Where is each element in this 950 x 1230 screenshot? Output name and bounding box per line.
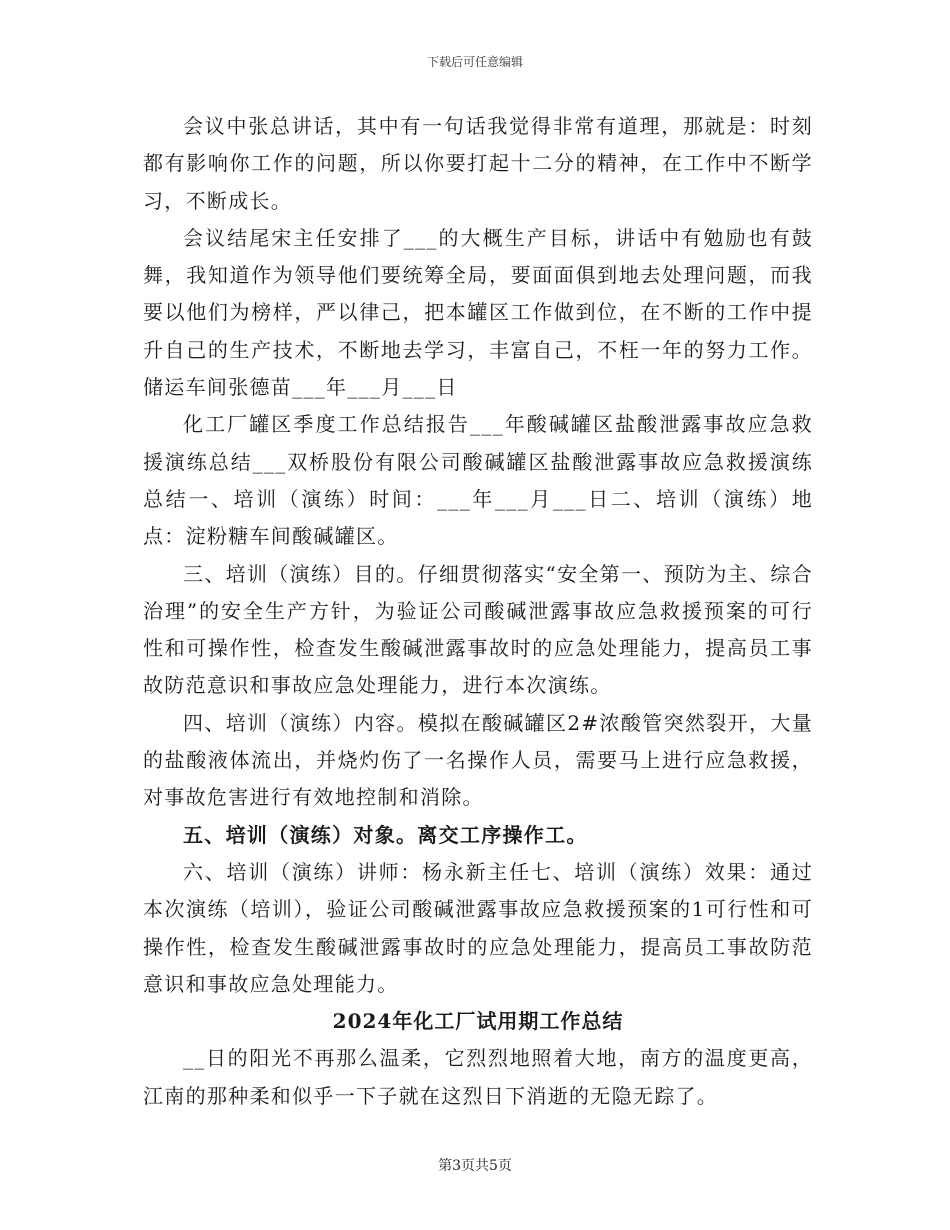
paragraph-drill-audience: 五、培训（演练）对象。离交工序操作工。 [183, 822, 588, 847]
paragraph-drill-content: 四、培训（演练）内容。模拟在酸碱罐区2#浓酸管突然裂开，大量的盐酸液体流出，并烧灼伤了一名操作人员，需要马上进行应急救援，对事故危害进行有效地控制和消除。 [143, 710, 813, 810]
section-title: 2024年化工厂试用期工作总结 [332, 1009, 624, 1034]
header-note: 下载后可任意编辑 [426, 55, 523, 69]
page-number: 第3页共5页 [438, 1158, 512, 1174]
paragraph-drill-time-location: 化工厂罐区季度工作总结报告___年酸碱罐区盐酸泄露事故应急救援演练总结___双桥股份有限公司酸碱罐区盐酸泄露事故应急救援演练总结一、培训（演练）时间：___年___月___日二、培训（演练）地点：淀粉糖车间酸碱罐区。 [143, 412, 813, 549]
paragraph-after-title: __日的阳光不再那么温柔，它烈烈地照着大地，南方的温度更高，江南的那种柔和似乎一下子就在这烈日下消逝的无隐无踪了。 [143, 1046, 813, 1108]
paragraph-meeting-closing: 会议结尾宋主任安排了___的大概生产目标，讲话中有勉励也有鼓舞，我知道作为领导他们要统筹全局，要面面俱到地去处理问题，而我要以他们为榜样，严以律己，把本罐区工作做到位，在不断的工作中提升自己的生产技术，不断地去学习，丰富自己，不枉一年的努力工作。储运车间张德苗___年___月___日 [143, 225, 813, 400]
paragraph-drill-purpose: 三、培训（演练）目的。仔细贯彻落实“安全第一、预防为主、综合治理”的安全生产方针，为验证公司酸碱泄露事故应急救援预案的可行性和可操作性，检查发生酸碱泄露事故时的应急处理能力，提高员工事故防范意识和事故应急处理能力，进行本次演练。 [143, 561, 813, 698]
paragraph-drill-effect: 六、培训（演练）讲师：杨永新主任七、培训（演练）效果：通过本次演练（培训），验证公司酸碱泄露事故应急救援预案的1可行性和可操作性，检查发生酸碱泄露事故时的应急处理能力，提高员工事故防范意识和事故应急处理能力。 [143, 859, 813, 996]
paragraph-meeting-speech: 会议中张总讲话，其中有一句话我觉得非常有道理，那就是：时刻都有影响你工作的问题，所以你要打起十二分的精神，在工作中不断学习，不断成长。 [143, 114, 813, 213]
document-body [143, 108, 813, 1115]
